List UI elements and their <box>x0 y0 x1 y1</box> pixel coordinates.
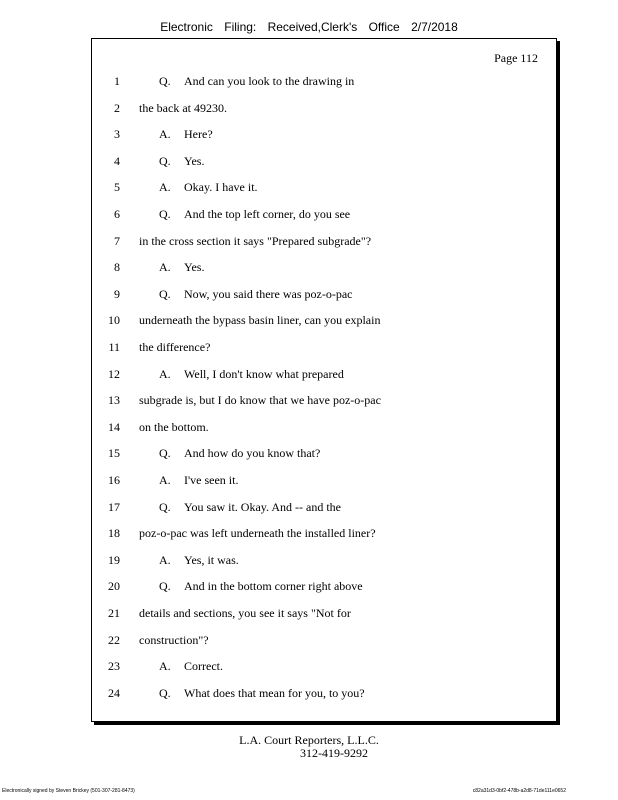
line-number: 5 <box>114 180 120 195</box>
line-number: 19 <box>108 552 120 567</box>
transcript-line <box>92 287 552 305</box>
line-body: I've seen it. <box>184 473 239 487</box>
line-body: Yes. <box>184 153 205 168</box>
line-number: 24 <box>108 685 120 700</box>
document-id: c82a31d3-0bf2-478b-a2d8-71de111e0652 <box>472 788 566 794</box>
line-number: 23 <box>108 659 120 674</box>
line-body: Well, I don't know what prepared <box>184 366 344 381</box>
transcript-line <box>92 393 552 411</box>
line-number: 17 <box>108 499 120 514</box>
line-number: 6 <box>114 207 120 221</box>
transcript-line <box>92 446 552 464</box>
line-number: 15 <box>108 446 120 461</box>
speaker-label: A. <box>159 366 171 381</box>
line-text <box>159 287 353 302</box>
line-body: construction"? <box>139 632 209 647</box>
speaker-label: Q. <box>159 286 171 301</box>
reporter-phone: 312-419-9292 <box>300 746 368 760</box>
line-body: underneath the bypass basin liner, can you explain <box>139 313 381 328</box>
line-text <box>139 633 209 648</box>
speaker-label: Q. <box>159 153 171 168</box>
line-number: 16 <box>108 473 120 487</box>
reporter-company: L.A. Court Reporters, L.L.C. <box>239 733 379 747</box>
transcript-page <box>91 38 557 722</box>
filing-header <box>0 20 618 34</box>
line-body: the difference? <box>139 340 211 354</box>
line-text <box>139 313 380 328</box>
transcript-line <box>92 659 552 677</box>
header-word-filing: Filing: <box>224 20 257 34</box>
line-body: Here? <box>184 127 213 142</box>
transcript-line <box>92 473 552 491</box>
line-number: 9 <box>114 286 120 301</box>
line-number: 10 <box>108 313 120 328</box>
line-text <box>159 579 363 594</box>
line-number: 22 <box>108 632 120 647</box>
line-body: And in the bottom corner right above <box>184 579 363 594</box>
speaker-label: Q. <box>159 499 171 514</box>
line-body: the back at 49230. <box>139 100 227 115</box>
transcript-line <box>92 340 552 358</box>
header-word-office: Office <box>368 20 400 34</box>
line-body: in the cross section it says "Prepared subgrade"? <box>139 233 372 248</box>
transcript-line <box>92 606 552 624</box>
line-number: 13 <box>108 393 120 408</box>
line-number: 14 <box>108 419 120 434</box>
line-body: Correct. <box>184 659 223 674</box>
line-text <box>159 446 320 461</box>
line-text <box>159 473 238 488</box>
transcript-line <box>92 260 552 278</box>
line-body: And can you look to the drawing in <box>184 74 355 88</box>
line-text <box>159 500 341 515</box>
line-number: 18 <box>108 526 120 541</box>
line-body: Now, you said there was poz-o-pac <box>184 286 353 301</box>
line-text <box>159 154 204 169</box>
electronic-signature: Electronically signed by Steven Brickey (501-307-281-8473) <box>2 788 135 794</box>
transcript-line <box>92 553 552 571</box>
transcript-line <box>92 234 552 252</box>
reporter-footer <box>0 733 618 761</box>
transcript-line <box>92 500 552 518</box>
line-text <box>159 180 258 195</box>
line-body: Yes, it was. <box>184 552 239 567</box>
speaker-label: A. <box>159 552 171 567</box>
speaker-label: A. <box>159 473 171 487</box>
line-number: 20 <box>108 579 120 594</box>
transcript-line <box>92 180 552 198</box>
line-text <box>139 606 351 621</box>
line-body: What does that mean for you, to you? <box>184 685 365 700</box>
line-number: 7 <box>114 233 120 248</box>
speaker-label: Q. <box>159 207 171 221</box>
speaker-label: Q. <box>159 579 171 594</box>
transcript-line <box>92 154 552 172</box>
line-text <box>159 686 365 701</box>
line-body: poz-o-pac was left underneath the installed liner? <box>139 526 376 541</box>
speaker-label: Q. <box>159 446 171 461</box>
line-body: on the bottom. <box>139 419 209 434</box>
header-date: 2/7/2018 <box>411 20 458 34</box>
line-body: Okay. I have it. <box>184 180 258 195</box>
speaker-label: A. <box>159 260 171 275</box>
line-number: 11 <box>108 340 120 354</box>
transcript-line <box>92 127 552 145</box>
line-text <box>139 420 209 435</box>
line-text <box>159 659 223 674</box>
line-body: You saw it. Okay. And -- and the <box>184 499 341 514</box>
line-text <box>159 207 350 222</box>
speaker-label: Q. <box>159 685 171 700</box>
line-number: 3 <box>114 127 120 142</box>
line-number: 4 <box>114 153 120 168</box>
speaker-label: Q. <box>159 74 171 88</box>
transcript-line <box>92 526 552 544</box>
transcript-line <box>92 313 552 331</box>
line-text <box>139 393 381 408</box>
transcript-line <box>92 207 552 225</box>
line-body: Yes. <box>184 260 205 275</box>
line-text <box>159 553 239 568</box>
transcript-line <box>92 686 552 704</box>
line-number: 21 <box>108 606 120 620</box>
line-text <box>139 340 210 355</box>
transcript-line <box>92 633 552 651</box>
speaker-label: A. <box>159 659 171 674</box>
transcript-line <box>92 420 552 438</box>
line-text <box>139 234 371 249</box>
transcript-line <box>92 74 552 92</box>
line-text <box>159 127 213 142</box>
line-text <box>139 101 227 116</box>
speaker-label: A. <box>159 127 171 142</box>
line-body: subgrade is, but I do know that we have poz-o-pac <box>139 393 381 408</box>
header-word-electronic: Electronic <box>160 20 213 34</box>
speaker-label: A. <box>159 180 171 195</box>
transcript-line <box>92 367 552 385</box>
line-number: 12 <box>108 366 120 381</box>
line-number: 2 <box>114 100 120 115</box>
line-text <box>139 526 376 541</box>
line-number: 1 <box>114 74 120 88</box>
page-number: Page 112 <box>494 51 538 65</box>
transcript-line <box>92 101 552 119</box>
line-number: 8 <box>114 260 120 275</box>
line-text <box>159 74 354 89</box>
line-body: And how do you know that? <box>184 446 321 461</box>
line-body: details and sections, you see it says "Not for <box>139 606 351 620</box>
line-text <box>159 367 344 382</box>
header-word-received: Received,Clerk's <box>267 20 358 34</box>
line-text <box>159 260 204 275</box>
transcript-line <box>92 579 552 597</box>
line-body: And the top left corner, do you see <box>184 207 351 221</box>
